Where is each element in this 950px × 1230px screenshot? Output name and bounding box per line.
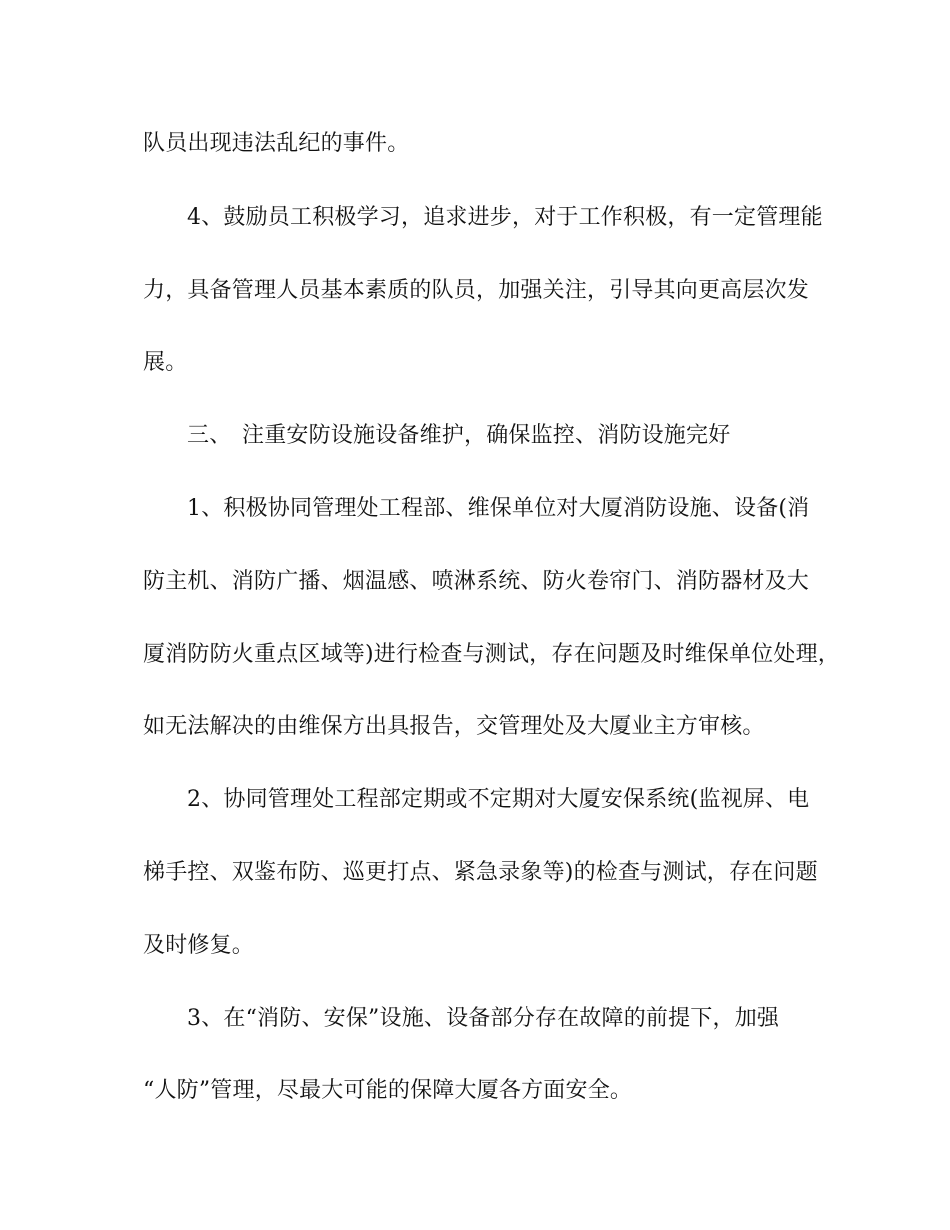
section-number: 三、 <box>187 423 232 448</box>
paragraph-line: 3、在“消防、安保”设施、设备部分存在故障的前提下，加强 <box>187 1006 780 1031</box>
paragraph-line: 厦消防防火重点区域等)进行检查与测试，存在问题及时维保单位处理， <box>143 642 840 667</box>
paragraph-line: 4、鼓励员工积极学习，追求进步，对于工作积极，有一定管理能 <box>187 205 823 230</box>
paragraph-line: 梯手控、双鉴布防、巡更打点、紧急录象等)的检查与测试，存在问题 <box>143 860 818 885</box>
paragraph-line: 1、积极协同管理处工程部、维保单位对大厦消防设施、设备(消 <box>187 496 810 521</box>
section-heading: 注重安防设施设备维护，确保监控、消防设施完好 <box>242 423 731 448</box>
paragraph-line: 展。 <box>143 350 188 375</box>
paragraph-line: 防主机、消防广播、烟温感、喷淋系统、防火卷帘门、消防器材及大 <box>143 569 810 594</box>
paragraph-line: 2、协同管理处工程部定期或不定期对大厦安保系统(监视屏、电 <box>187 787 810 812</box>
paragraph-line: “人防”管理，尽最大可能的保障大厦各方面安全。 <box>143 1078 633 1103</box>
paragraph-line: 及时修复。 <box>143 933 255 958</box>
paragraph-line: 如无法解决的由维保方出具报告，交管理处及大厦业主方审核。 <box>143 714 765 739</box>
paragraph-line: 队员出现违法乱纪的事件。 <box>143 131 410 156</box>
paragraph-line: 力，具备管理人员基本素质的队员，加强关注，引导其向更高层次发 <box>143 278 810 303</box>
